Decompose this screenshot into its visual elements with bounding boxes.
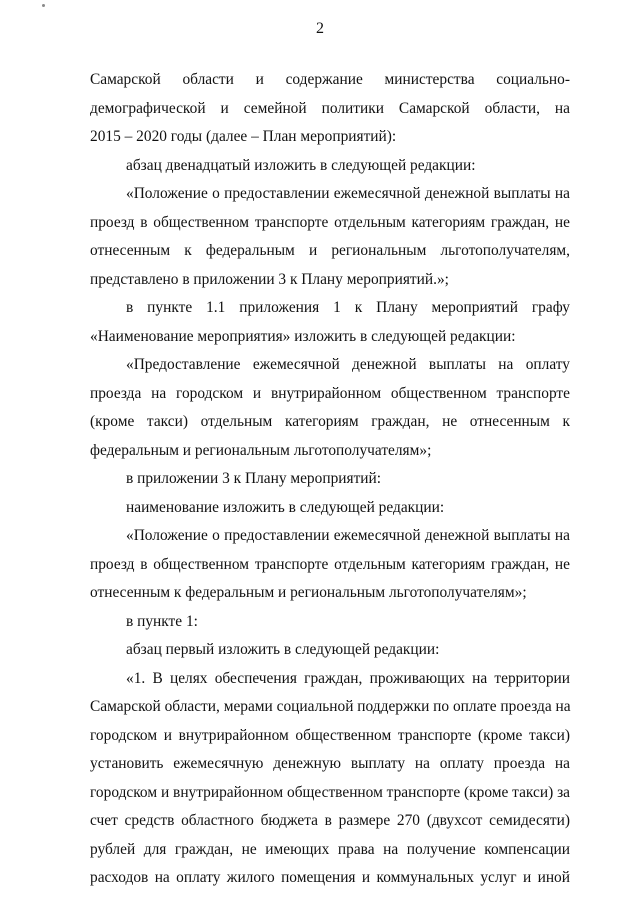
text-line: установить ежемесячную денежную выплату на оплату проезда на (90, 755, 570, 772)
text-line: городском и внутрирайонном общественном транспорте (кроме такси) (90, 726, 570, 744)
text-line: отнесенным к федеральным и региональным льготополучателям»; (90, 584, 527, 601)
text-line: рублей для граждан, не имеющих права на получение компенсации (90, 840, 570, 858)
text-line: «1. В целях обеспечения граждан, проживающих на территории (126, 669, 570, 687)
text-line: Самарской области и содержание министерства социально- (90, 71, 570, 88)
text-line: проезд в общественном транспорте отдельным категориям граждан, не (90, 213, 570, 231)
text-line: абзац двенадцатый изложить в следующей редакции: (126, 156, 476, 174)
text-line: «Предоставление ежемесячной денежной выплаты на оплату (126, 356, 570, 373)
text-line: проезда на городском и внутрирайонном общественном транспорте (90, 384, 570, 402)
text-line: демографической и семейной политики Самарской области, на (90, 99, 570, 117)
text-line: (кроме такси) отдельным категориям граждан, не отнесенным к (90, 413, 570, 430)
text-line: «Наименование мероприятия» изложить в следующей редакции: (90, 327, 516, 345)
text-line: абзац первый изложить в следующей редакции: (126, 641, 440, 658)
text-line: в пункте 1.1 приложения 1 к Плану мероприятий графу (126, 299, 570, 316)
page-number: 2 (316, 20, 324, 37)
text-line: федеральным и региональным льготополучателям»; (90, 441, 432, 459)
text-line: «Положение о предоставлении ежемесячной денежной выплаты на (126, 527, 570, 544)
text-line: «Положение о предоставлении ежемесячной денежной выплаты на (126, 185, 570, 202)
text-line: представлено в приложении 3 к Плану мероприятий.»; (90, 270, 449, 288)
text-line: Самарской области, мерами социальной поддержки по оплате проезда на (90, 698, 571, 715)
text-line: счет средств областного бюджета в размере 270 (двухсот семидесяти) (90, 812, 570, 829)
text-line: проезд в общественном транспорте отдельным категориям граждан, не (90, 555, 570, 573)
document-body (90, 66, 570, 893)
scan-artifact-dot (42, 4, 45, 7)
text-line: отнесенным к федеральным и региональным льготополучателям, (90, 242, 570, 259)
text-line: наименование изложить в следующей редакции: (126, 498, 445, 516)
text-line: в пункте 1: (126, 612, 198, 630)
text-line: городском и внутрирайонном общественном транспорте (кроме такси) за (90, 783, 570, 801)
text-line: 2015 – 2020 годы (далее – План мероприятий): (90, 128, 397, 145)
text-line: в приложении 3 к Плану мероприятий: (126, 470, 382, 487)
text-line: расходов на оплату жилого помещения и коммунальных услуг и иной (90, 869, 570, 886)
